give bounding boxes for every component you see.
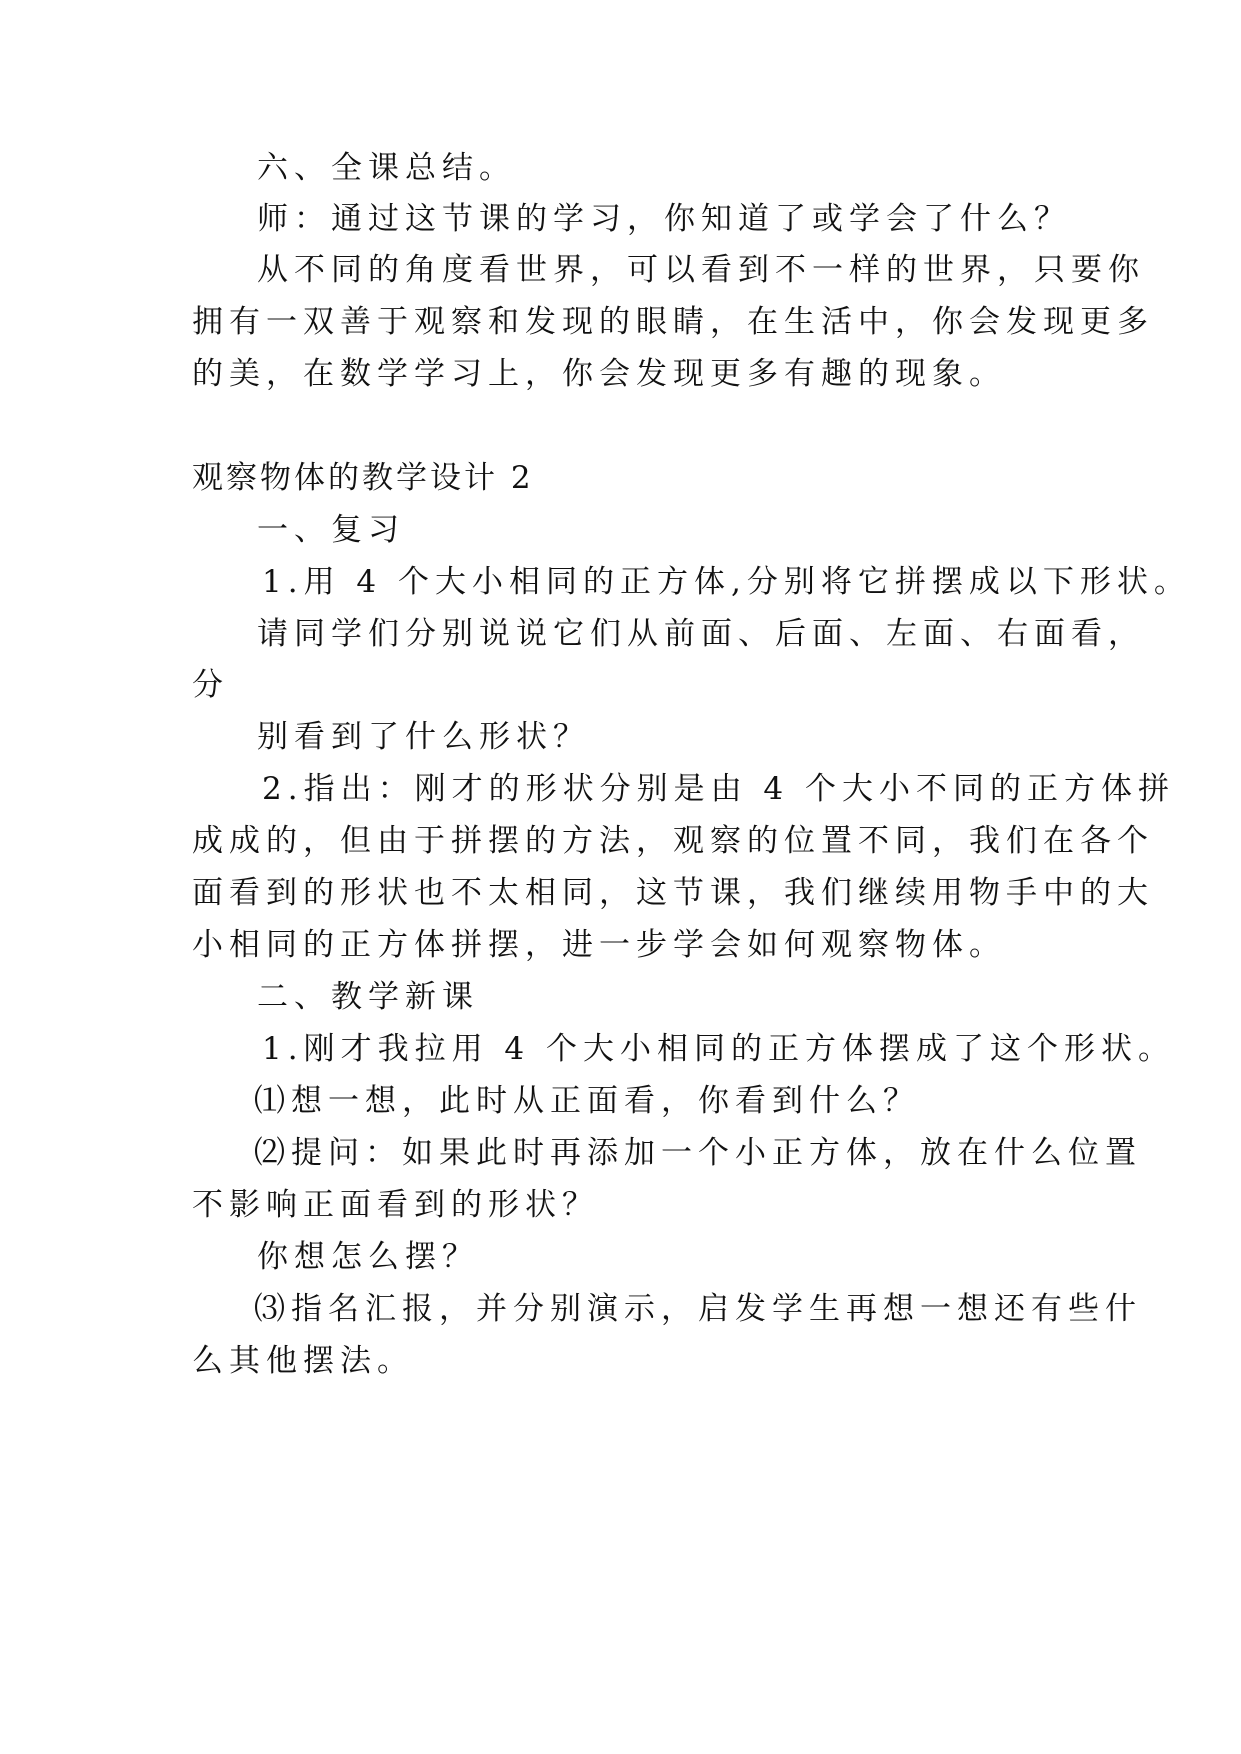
document-title: 观察物体的教学设计 2 xyxy=(192,460,534,496)
sub-item: ⑵提问：如果此时再添加一个小正方体，放在什么位置 xyxy=(254,1135,1142,1171)
sub-item: ⑶指名汇报，并分别演示，启发学生再想一想还有些什 xyxy=(254,1291,1142,1327)
paragraph-line: 么其他摆法。 xyxy=(192,1343,414,1379)
paragraph-line: 小相同的正方体拼摆，进一步学会如何观察物体。 xyxy=(192,927,1006,963)
sub-item: ⑴想一想，此时从正面看，你看到什么？ xyxy=(254,1083,920,1119)
paragraph-line: 从不同的角度看世界，可以看到不一样的世界，只要你 xyxy=(257,252,1145,288)
list-item: 1.刚才我拉用 4 个大小相同的正方体摆成了这个形状。 xyxy=(262,1031,1176,1067)
paragraph-line: 面看到的形状也不太相同，这节课，我们继续用物手中的大 xyxy=(192,875,1154,911)
list-item: 1.用 4 个大小相同的正方体,分别将它拼摆成以下形状。 xyxy=(262,564,1191,600)
paragraph-line: 不影响正面看到的形状？ xyxy=(192,1187,599,1223)
paragraph-line: 的美，在数学学习上，你会发现更多有趣的现象。 xyxy=(192,356,1006,392)
paragraph-line: 分 xyxy=(192,667,229,703)
section-heading-review: 一、复习 xyxy=(257,512,405,548)
paragraph-line: 你想怎么摆？ xyxy=(257,1239,479,1275)
section-heading-summary: 六、全课总结。 xyxy=(257,150,516,186)
list-item: 2.指出：刚才的形状分别是由 4 个大小不同的正方体拼 xyxy=(262,771,1176,807)
paragraph-line: 请同学们分别说说它们从前面、后面、左面、右面看， xyxy=(257,616,1145,652)
teacher-question: 师：通过这节课的学习，你知道了或学会了什么？ xyxy=(257,201,1071,237)
paragraph-line: 拥有一双善于观察和发现的眼睛，在生活中，你会发现更多 xyxy=(192,304,1154,340)
paragraph-line: 别看到了什么形状？ xyxy=(257,719,590,755)
section-heading-new-lesson: 二、教学新课 xyxy=(257,979,479,1015)
paragraph-line: 成成的，但由于拼摆的方法，观察的位置不同，我们在各个 xyxy=(192,823,1154,859)
